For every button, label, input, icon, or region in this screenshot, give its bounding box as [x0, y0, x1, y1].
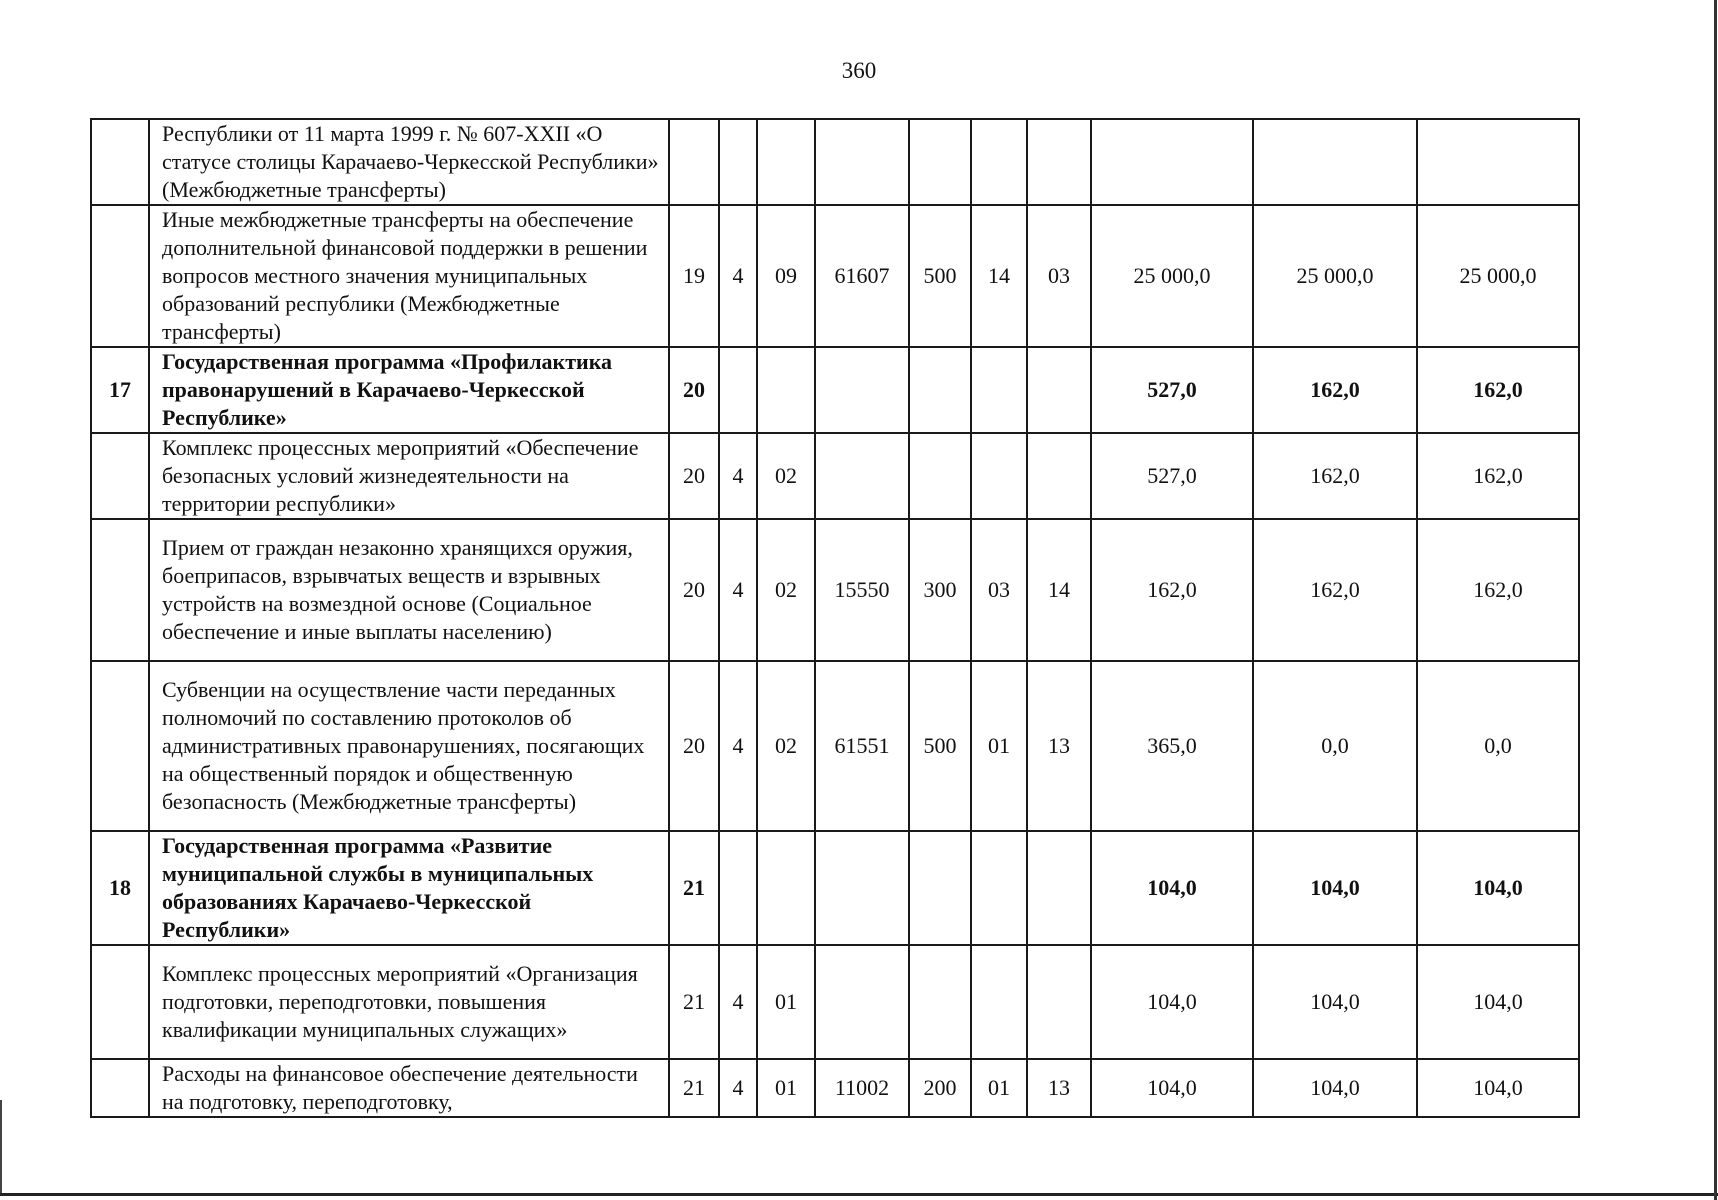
code-cell: [971, 433, 1027, 519]
amount-cell: 25 000,0: [1091, 205, 1253, 347]
code-cell: [1027, 433, 1091, 519]
amount-cell: 104,0: [1091, 945, 1253, 1059]
table-row: [91, 347, 1579, 433]
code-cell: [815, 831, 909, 945]
code-cell: [757, 119, 815, 205]
amount-cell: 527,0: [1091, 347, 1253, 433]
code-cell: [909, 831, 971, 945]
code-cell: 21: [669, 1059, 719, 1117]
code-cell: 20: [669, 433, 719, 519]
code-cell: 01: [757, 945, 815, 1059]
item-name-cell: Расходы на финансовое обеспечение деятельности на подготовку, переподготовку,: [149, 1059, 669, 1117]
row-number-cell: 18: [91, 831, 149, 945]
amount-cell: 162,0: [1417, 433, 1579, 519]
row-number-cell: [91, 661, 149, 831]
code-cell: 300: [909, 519, 971, 661]
code-cell: [1027, 119, 1091, 205]
amount-cell: 527,0: [1091, 433, 1253, 519]
code-cell: [719, 347, 757, 433]
item-name-cell: Комплекс процессных мероприятий «Организация подготовки, переподготовки, повышения квалификации муниципальных служащих»: [149, 945, 669, 1059]
code-cell: [1027, 347, 1091, 433]
code-cell: 4: [719, 519, 757, 661]
code-cell: 500: [909, 205, 971, 347]
amount-cell: 104,0: [1417, 1059, 1579, 1117]
table-row: [91, 831, 1579, 945]
code-cell: 19: [669, 205, 719, 347]
code-cell: [909, 347, 971, 433]
code-cell: [757, 347, 815, 433]
amount-cell: 162,0: [1253, 519, 1417, 661]
amount-cell: 25 000,0: [1417, 205, 1579, 347]
item-name-cell: Субвенции на осуществление части переданных полномочий по составлению протоколов об административных правонарушениях, посягающих на общественный порядок и общественную безопасность (Межбюджетные трансферты): [149, 661, 669, 831]
code-cell: [815, 433, 909, 519]
code-cell: 21: [669, 831, 719, 945]
code-cell: 4: [719, 1059, 757, 1117]
code-cell: 500: [909, 661, 971, 831]
amount-cell: 104,0: [1091, 1059, 1253, 1117]
item-name-cell: Государственная программа «Профилактика правонарушений в Карачаево-Черкесской Республике»: [149, 347, 669, 433]
code-cell: 13: [1027, 661, 1091, 831]
code-cell: 01: [757, 1059, 815, 1117]
code-cell: [971, 945, 1027, 1059]
table-row: [91, 433, 1579, 519]
code-cell: [909, 433, 971, 519]
code-cell: 01: [971, 1059, 1027, 1117]
code-cell: [815, 119, 909, 205]
amount-cell: 162,0: [1417, 519, 1579, 661]
row-number-cell: [91, 433, 149, 519]
amount-cell: 104,0: [1253, 945, 1417, 1059]
code-cell: 15550: [815, 519, 909, 661]
amount-cell: 25 000,0: [1253, 205, 1417, 347]
code-cell: 4: [719, 205, 757, 347]
row-number-cell: 17: [91, 347, 149, 433]
code-cell: [719, 119, 757, 205]
code-cell: 61607: [815, 205, 909, 347]
code-cell: 20: [669, 661, 719, 831]
code-cell: 4: [719, 433, 757, 519]
code-cell: 14: [971, 205, 1027, 347]
amount-cell: 162,0: [1091, 519, 1253, 661]
scan-edge-right: [1714, 0, 1717, 1200]
code-cell: [971, 347, 1027, 433]
code-cell: [1027, 945, 1091, 1059]
amount-cell: 104,0: [1253, 1059, 1417, 1117]
code-cell: 20: [669, 347, 719, 433]
code-cell: 01: [971, 661, 1027, 831]
amount-cell: [1091, 119, 1253, 205]
item-name-cell: Иные межбюджетные трансферты на обеспечение дополнительной финансовой поддержки в решении вопросов местного значения муниципальных образований республики (Межбюджетные трансферты): [149, 205, 669, 347]
row-number-cell: [91, 205, 149, 347]
amount-cell: 162,0: [1253, 433, 1417, 519]
table-row: [91, 205, 1579, 347]
code-cell: 20: [669, 519, 719, 661]
amount-cell: 162,0: [1417, 347, 1579, 433]
amount-cell: [1253, 119, 1417, 205]
item-name-cell: Комплекс процессных мероприятий «Обеспечение безопасных условий жизнедеятельности на территории республики»: [149, 433, 669, 519]
amount-cell: 162,0: [1253, 347, 1417, 433]
code-cell: [815, 347, 909, 433]
item-name-cell: Республики от 11 марта 1999 г. № 607-XXII «О статусе столицы Карачаево-Черкесской Республики» (Межбюджетные трансферты): [149, 119, 669, 205]
scan-edge-bottom: [0, 1193, 1718, 1196]
code-cell: 14: [1027, 519, 1091, 661]
amount-cell: 365,0: [1091, 661, 1253, 831]
code-cell: 61551: [815, 661, 909, 831]
code-cell: [909, 945, 971, 1059]
item-name-cell: Прием от граждан незаконно хранящихся оружия, боеприпасов, взрывчатых веществ и взрывных устройств на возмездной основе (Социальное обеспечение и иные выплаты населению): [149, 519, 669, 661]
code-cell: 200: [909, 1059, 971, 1117]
code-cell: 4: [719, 945, 757, 1059]
code-cell: 21: [669, 945, 719, 1059]
code-cell: [669, 119, 719, 205]
code-cell: [909, 119, 971, 205]
code-cell: [757, 831, 815, 945]
amount-cell: [1417, 119, 1579, 205]
code-cell: 02: [757, 661, 815, 831]
amount-cell: 104,0: [1417, 945, 1579, 1059]
code-cell: 4: [719, 661, 757, 831]
scan-edge-left: [0, 1100, 2, 1195]
table-row: [91, 1059, 1579, 1117]
row-number-cell: [91, 945, 149, 1059]
amount-cell: 104,0: [1253, 831, 1417, 945]
row-number-cell: [91, 519, 149, 661]
code-cell: 02: [757, 519, 815, 661]
amount-cell: 0,0: [1417, 661, 1579, 831]
code-cell: 11002: [815, 1059, 909, 1117]
table-row: [91, 945, 1579, 1059]
row-number-cell: [91, 1059, 149, 1117]
code-cell: 13: [1027, 1059, 1091, 1117]
page-number: 360: [841, 58, 877, 83]
item-name-cell: Государственная программа «Развитие муниципальной службы в муниципальных образованиях Карачаево-Черкесской Республики»: [149, 831, 669, 945]
code-cell: [815, 945, 909, 1059]
code-cell: [719, 831, 757, 945]
row-number-cell: [91, 119, 149, 205]
budget-table: [90, 118, 1580, 1118]
amount-cell: 0,0: [1253, 661, 1417, 831]
table-row: [91, 661, 1579, 831]
table-row: [91, 119, 1579, 205]
code-cell: 03: [971, 519, 1027, 661]
code-cell: [971, 831, 1027, 945]
amount-cell: 104,0: [1091, 831, 1253, 945]
code-cell: 09: [757, 205, 815, 347]
amount-cell: 104,0: [1417, 831, 1579, 945]
code-cell: [1027, 831, 1091, 945]
code-cell: [971, 119, 1027, 205]
code-cell: 03: [1027, 205, 1091, 347]
table-row: [91, 519, 1579, 661]
code-cell: 02: [757, 433, 815, 519]
